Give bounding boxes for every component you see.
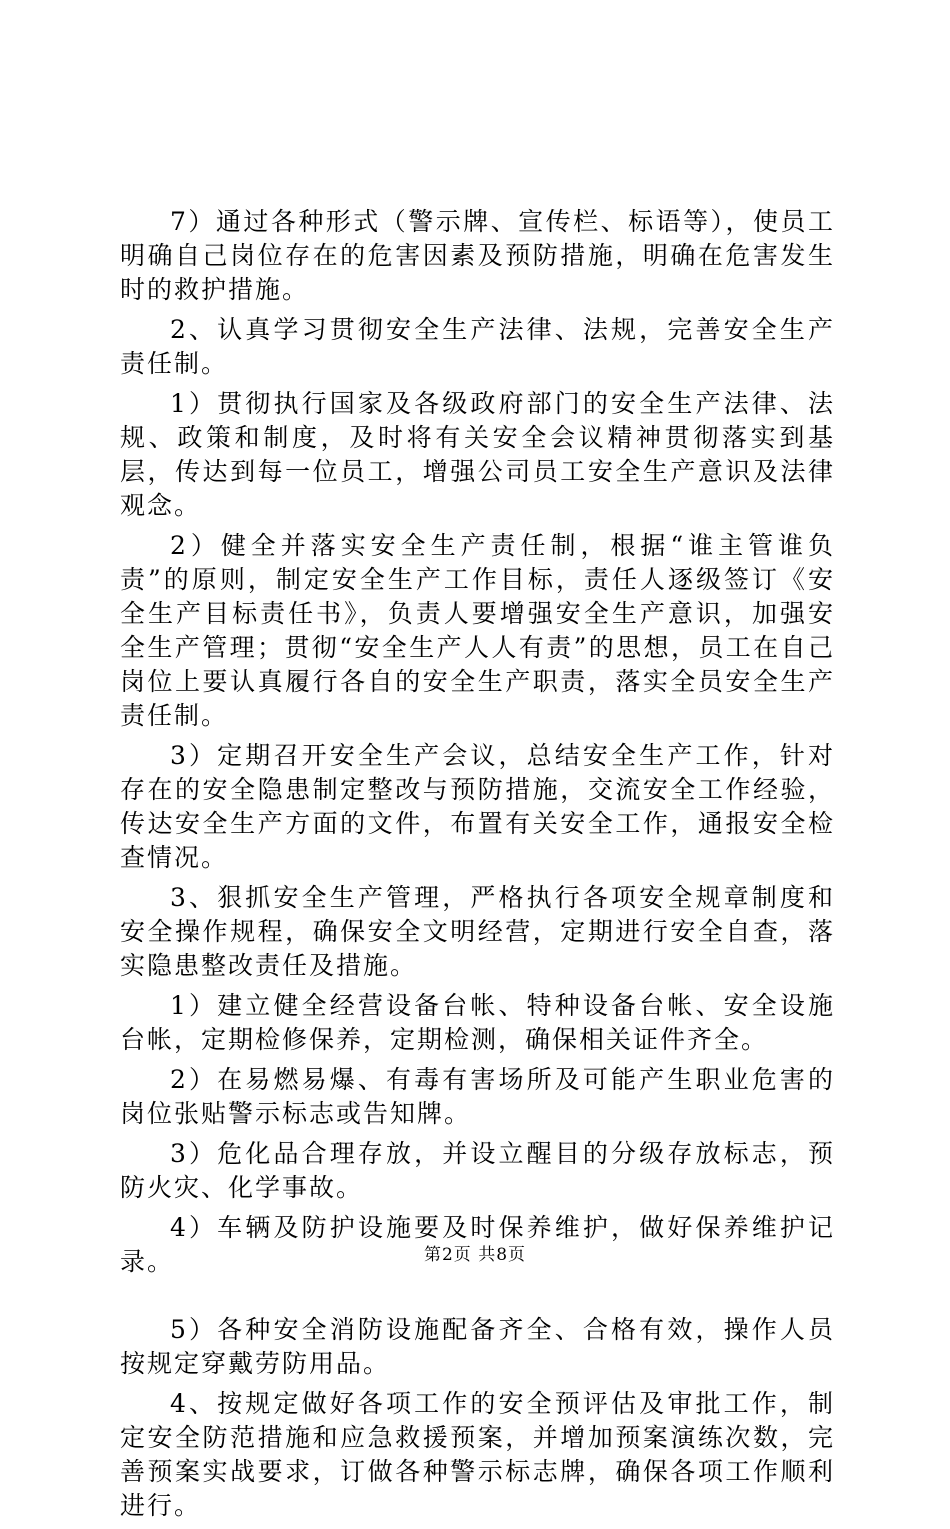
paragraph-6: 3、狠抓安全生产管理，严格执行各项安全规章制度和安全操作规程，确保安全文明经营，定期进行安全自查，落实隐患整改责任及措施。 (120, 883, 835, 980)
paragraph-5: 3）定期召开安全生产会议，总结安全生产工作，针对存在的安全隐患制定整改与预防措施，交流安全工作经验，传达安全生产方面的文件，布置有关安全工作，通报安全检查情况。 (120, 741, 835, 872)
paragraph-11: 5）各种安全消防设施配备齐全、合格有效，操作人员按规定穿戴劳防用品。 (120, 1315, 835, 1378)
document-body (120, 205, 835, 1529)
paragraph-10: 4）车辆及防护设施要及时保养维护，做好保养维护记录。 (120, 1213, 835, 1276)
paragraph-4: 2）健全并落实安全生产责任制，根据“谁主管谁负责”的原则，制定安全生产工作目标，责任人逐级签订《安全生产目标责任书》，负责人要增强安全生产意识，加强安全生产管理；贯彻“安全生产人人有责”的思想，员工在自己岗位上要认真履行各自的安全生产职责，落实全员安全生产责任制。 (120, 531, 835, 730)
paragraph-2: 2、认真学习贯彻安全生产法律、法规，完善安全生产责任制。 (120, 315, 835, 378)
paragraph-1: 7）通过各种形式（警示牌、宣传栏、标语等），使员工明确自己岗位存在的危害因素及预防措施，明确在危害发生时的救护措施。 (120, 207, 835, 304)
paragraph-9: 3）危化品合理存放，并设立醒目的分级存放标志，预防火灾、化学事故。 (120, 1139, 835, 1202)
paragraph-8: 2）在易燃易爆、有毒有害场所及可能产生职业危害的岗位张贴警示标志或告知牌。 (120, 1065, 835, 1128)
paragraph-3: 1）贯彻执行国家及各级政府部门的安全生产法律、法规、政策和制度，及时将有关安全会议精神贯彻落实到基层，传达到每一位员工，增强公司员工安全生产意识及法律观念。 (120, 389, 835, 520)
page-footer: 第2页 共8页 (423, 1245, 527, 1265)
paragraph-12: 4、按规定做好各项工作的安全预评估及审批工作，制定安全防范措施和应急救援预案，并增加预案演练次数，完善预案实战要求，订做各种警示标志牌，确保各项工作顺利进行。 (120, 1389, 835, 1520)
paragraph-7: 1）建立健全经营设备台帐、特种设备台帐、安全设施台帐，定期检修保养，定期检测，确保相关证件齐全。 (120, 991, 835, 1054)
